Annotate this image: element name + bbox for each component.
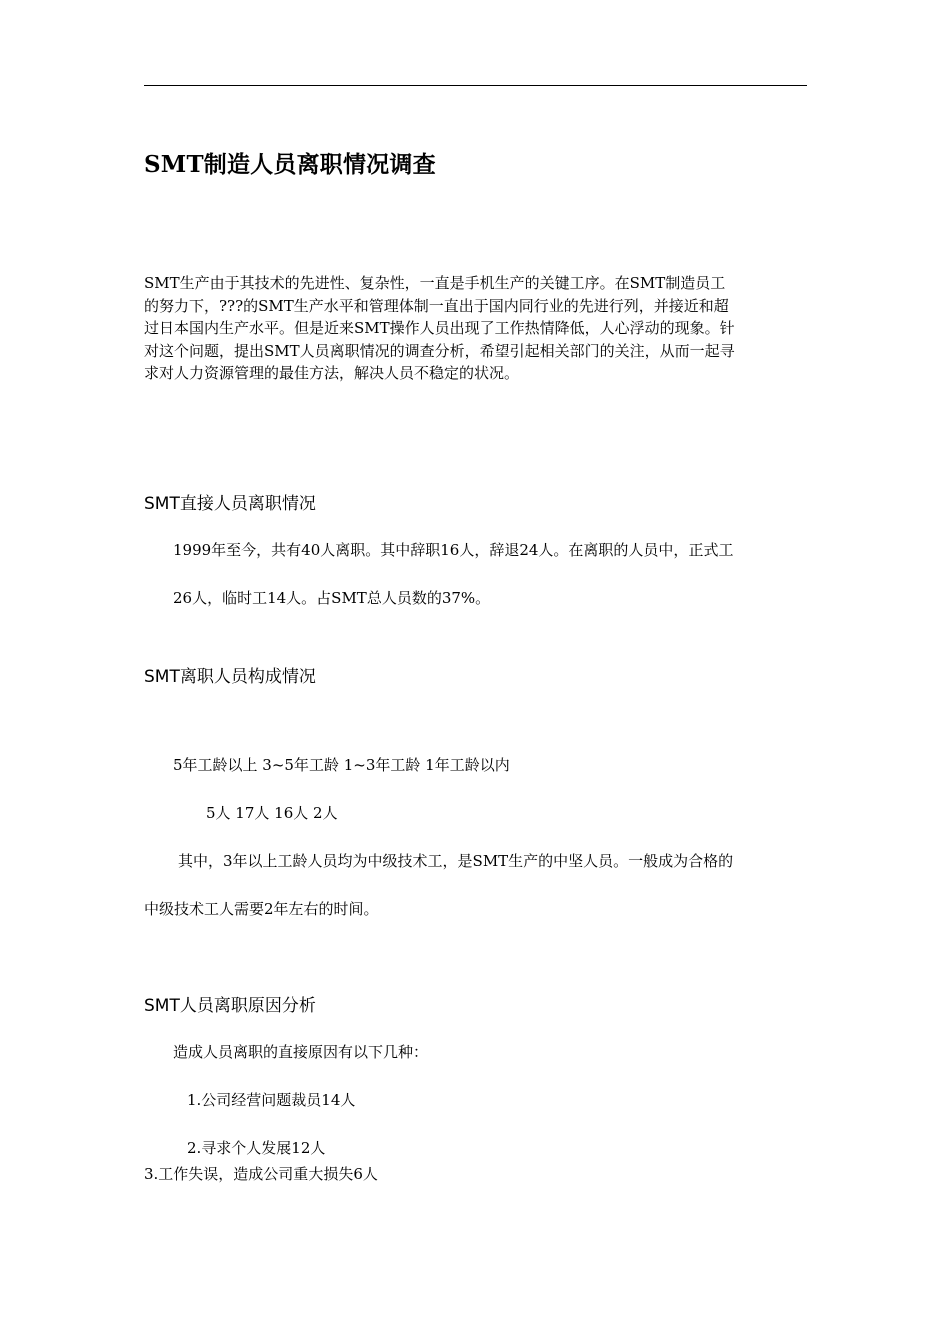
intro-line: 对这个问题，提出SMT人员离职情况的调查分析，希望引起相关部门的关注，从而一起寻 (144, 341, 735, 360)
section-heading-resignation: SMT直接人员离职情况 (144, 494, 316, 514)
reason-item: 1.公司经营问题裁员14人 (187, 1091, 356, 1109)
seniority-categories: 5年工龄以上 3~5年工龄 1~3年工龄 1年工龄以内 (173, 756, 510, 774)
section-heading-composition: SMT离职人员构成情况 (144, 667, 316, 687)
reasons-lead: 造成人员离职的直接原因有以下几种： (173, 1043, 429, 1061)
resignation-summary-line-2: 26人，临时工14人。占SMT总人员数的37%。 (173, 589, 491, 607)
intro-line: 求对人力资源管理的最佳方法，解决人员不稳定的状况。 (144, 364, 520, 383)
document-title: SMT制造人员离职情况调查 (144, 151, 436, 178)
composition-note-line-1: 其中，3年以上工龄人员均为中级技术工，是SMT生产的中坚人员。一般成为合格的 (178, 852, 734, 870)
intro-line: 过日本国内生产水平。但是近来SMT操作人员出现了工作热情降低，人心浮动的现象。针 (144, 319, 735, 338)
intro-line: 的努力下，???的SMT生产水平和管理体制一直出于国内同行业的先进行列，并接近和超 (144, 296, 729, 315)
intro-line: SMT生产由于其技术的先进性、复杂性，一直是手机生产的关键工序。在SMT制造员工 (144, 274, 726, 292)
section-heading-reasons: SMT人员离职原因分析 (144, 996, 316, 1016)
seniority-counts: 5人 17人 16人 2人 (206, 804, 338, 822)
composition-note-line-2: 中级技术工人需要2年左右的时间。 (144, 900, 379, 918)
header-rule (144, 85, 807, 86)
reason-item: 3.工作失误，造成公司重大损失6人 (144, 1165, 378, 1183)
intro-paragraph (144, 272, 809, 385)
reason-item: 2.寻求个人发展12人 (187, 1139, 326, 1157)
resignation-summary-line-1: 1999年至今，共有40人离职。其中辞职16人，辞退24人。在离职的人员中，正式工 (173, 541, 734, 559)
